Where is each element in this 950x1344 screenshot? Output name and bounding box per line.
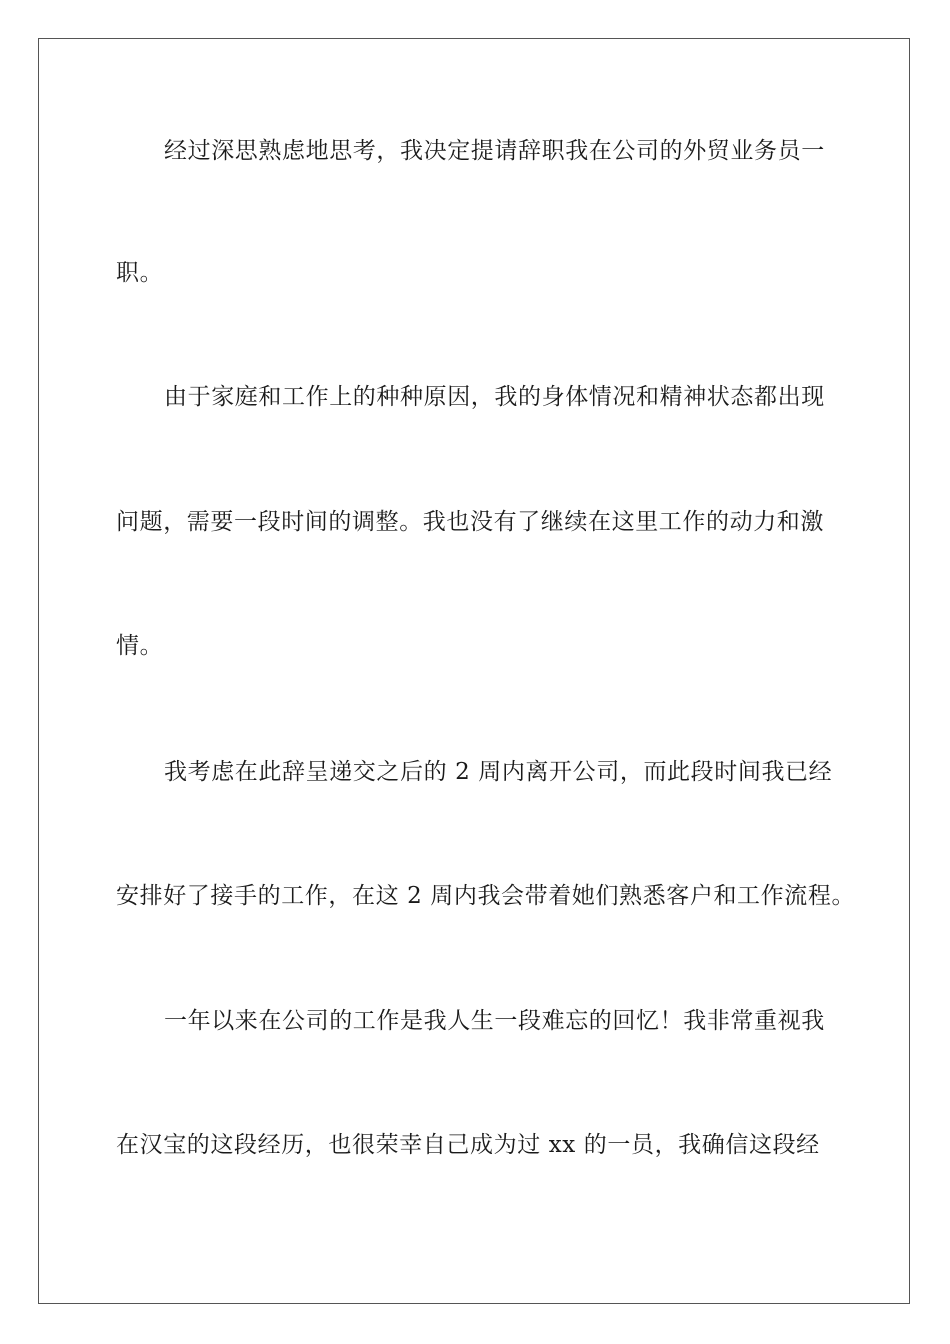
paragraph-2-line-1: 由于家庭和工作上的种种原因，我的身体情况和精神状态都出现: [164, 384, 825, 410]
paragraph-1-line-1: 经过深思熟虑地思考，我决定提请辞职我在公司的外贸业务员一: [164, 138, 825, 164]
paragraph-1-line-2: 职。: [116, 260, 164, 286]
paragraph-3-line-1: 我考虑在此辞呈递交之后的 2 周内离开公司，而此段时间我已经: [164, 759, 833, 785]
paragraph-2-line-3: 情。: [116, 633, 164, 659]
paragraph-4-line-2: 在汉宝的这段经历，也很荣幸自己成为过 xx 的一员，我确信这段经: [116, 1132, 820, 1158]
paragraph-3-line-2: 安排好了接手的工作，在这 2 周内我会带着她们熟悉客户和工作流程。: [116, 883, 856, 909]
paragraph-2-line-2: 问题，需要一段时间的调整。我也没有了继续在这里工作的动力和激: [116, 509, 824, 535]
paragraph-4-line-1: 一年以来在公司的工作是我人生一段难忘的回忆！我非常重视我: [164, 1008, 825, 1034]
page-border: [38, 38, 910, 1304]
